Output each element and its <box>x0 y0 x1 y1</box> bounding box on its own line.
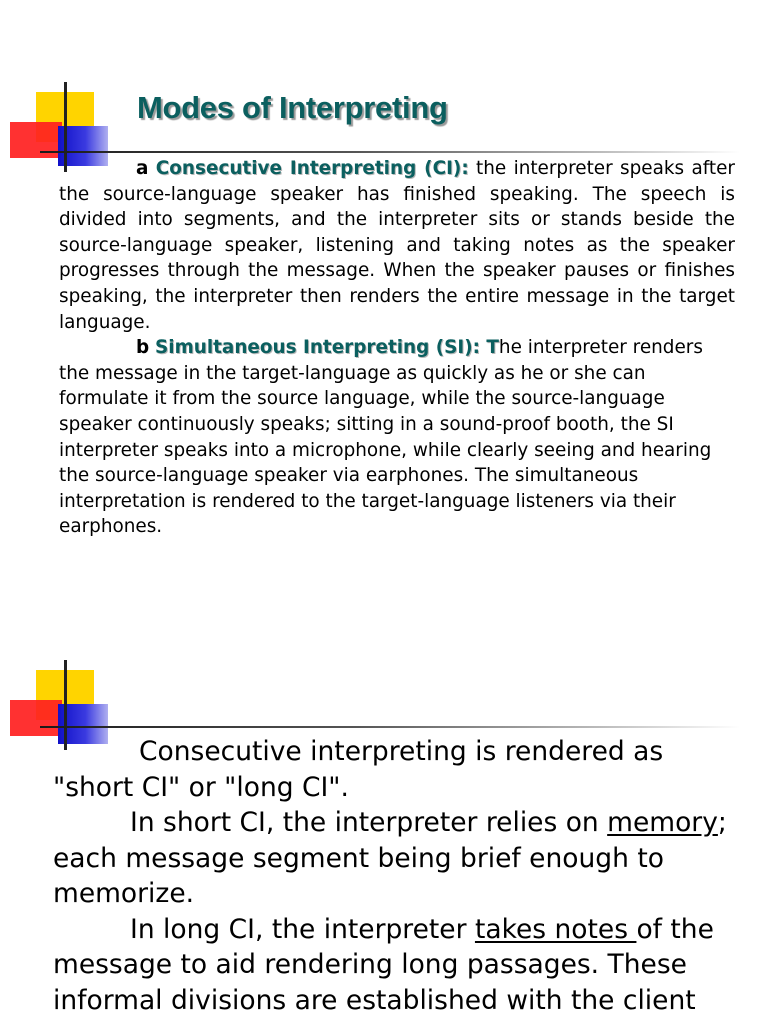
paragraph-simultaneous <box>59 335 735 540</box>
term-simultaneous-interpreting: Simultaneous Interpreting (SI): T <box>155 337 499 359</box>
definition-simultaneous: he interpreter renders the message in the target-language as quickly as he or she can formulate it from the source language, while the source-language speaker continuously speaks; sitting in a sound-proof booth, the SI interpreter speaks into a microphone, while clearly seeing and hearing the source-language speaker via earphones. The simultaneous interpretation is rendered to the target-language listeners via their earphones. <box>59 337 712 538</box>
paragraph-long-ci <box>53 912 733 1019</box>
short-ci-text: In short CI, the interpreter relies on <box>130 807 608 838</box>
slide-title: Modes of Interpreting <box>137 90 448 125</box>
title-divider <box>40 726 740 728</box>
slide-body <box>53 734 733 1018</box>
short-ci-text-end: ; each message segment being brief enough to memorize. <box>53 807 727 909</box>
paragraph-short-ci <box>53 805 733 912</box>
long-ci-text-end: of the message to aid rendering long passages. These informal divisions are established with the client <box>53 913 714 1016</box>
memory-link[interactable]: memory <box>607 807 718 838</box>
takes-notes-link[interactable]: takes notes <box>474 913 637 945</box>
paragraph-consecutive <box>59 156 735 335</box>
slide-body <box>59 156 735 540</box>
item-letter-b: b <box>136 337 150 359</box>
item-letter-a: a <box>136 158 149 179</box>
paragraph-ci-types: Consecutive interpreting is rendered as "short CI" or "long CI". <box>53 736 664 803</box>
definition-consecutive: the interpreter speaks after the source-language speaker has finished speaking. The speech is divided into segments, and the interpreter sits or stands beside the source-language speaker, listening and taking notes as the speaker progresses through the message. When the speaker pauses or finishes speaking, the interpreter then renders the entire message in the target language. <box>59 158 735 333</box>
term-consecutive-interpreting: Consecutive Interpreting (CI): <box>155 158 469 179</box>
slide-consecutive-types <box>0 640 768 1024</box>
logo-red-square <box>10 700 62 736</box>
long-ci-text: In long CI, the interpreter <box>130 913 475 945</box>
title-divider <box>40 151 740 153</box>
